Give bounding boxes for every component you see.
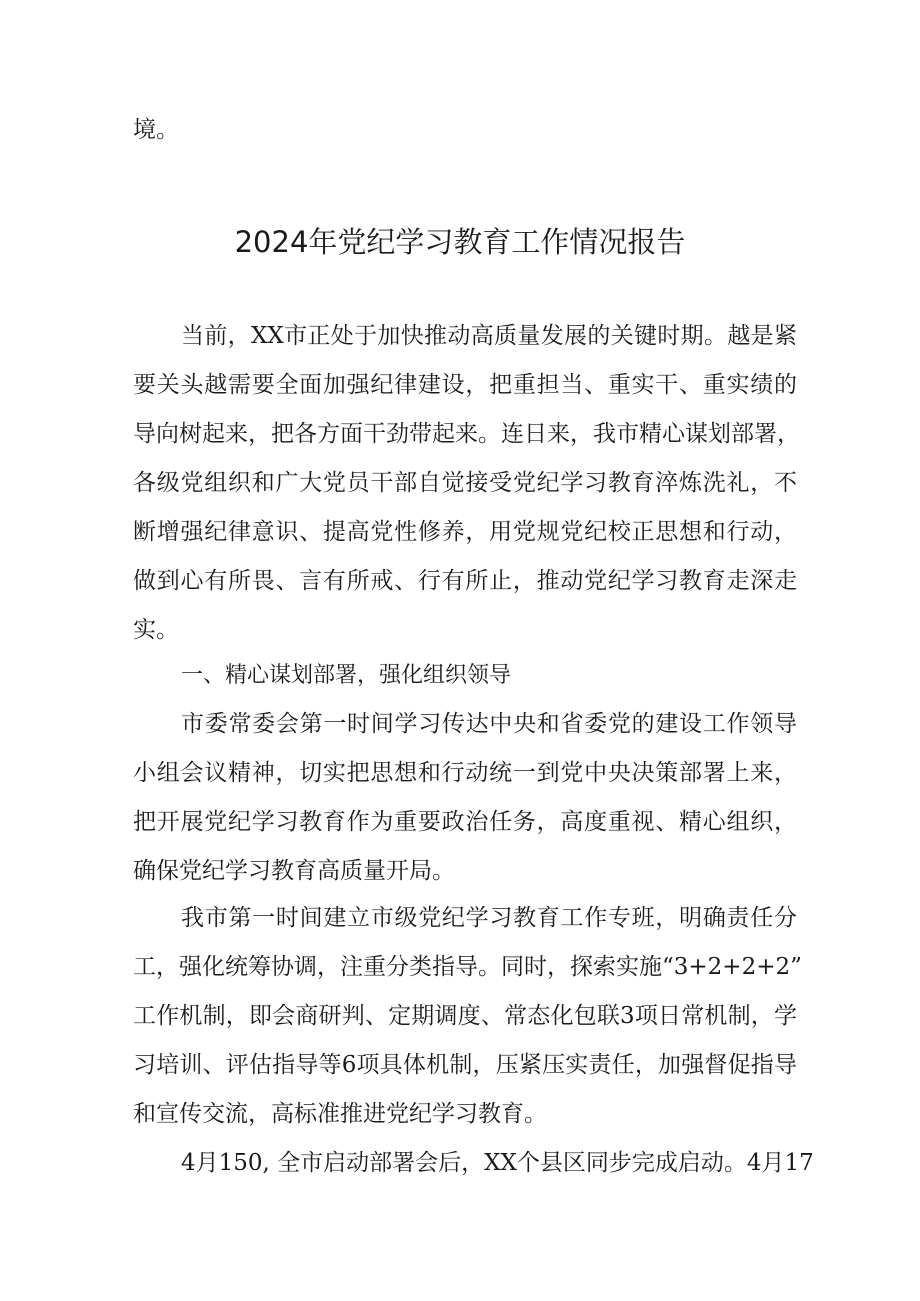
paragraph-line: 和宣传交流，高标准推进党纪学习教育。 xyxy=(133,1101,547,1127)
paragraph-line: 做到心有所畏、言有所戒、行有所止，推动党纪学习教育走深走 xyxy=(133,568,797,594)
paragraph-line: 把开展党纪学习教育作为重要政治任务，高度重视、精心组织， xyxy=(133,809,797,835)
section-heading: 一、精心谋划部署，强化组织领导 xyxy=(181,663,512,688)
paragraph-line: 4月150, 全市启动部署会后，XX个县区同步完成启动。4月17 xyxy=(181,1150,814,1176)
paragraph-line: 要关头越需要全面加强纪律建设，把重担当、重实干、重实绩的 xyxy=(133,372,797,398)
paragraph-line: 工，强化统筹协调，注重分类指导。同时，探索实施“3+2+2+2” xyxy=(133,954,802,980)
paragraph-line: 导向树起来，把各方面干劲带起来。连日来，我市精心谋划部署， xyxy=(133,421,800,447)
paragraph-line: 当前，XX市正处于加快推动高质量发展的关键时期。越是紧 xyxy=(181,323,797,349)
paragraph-line: 习培训、评估指导等6项具体机制，压紧压实责任，加强督促指导 xyxy=(133,1052,797,1078)
paragraph-line: 确保党纪学习教育高质量开局。 xyxy=(133,858,455,884)
paragraph-line: 市委常委会第一时间学习传达中央和省委党的建设工作领导 xyxy=(181,711,797,737)
paragraph-line: 我市第一时间建立市级党纪学习教育工作专班，明确责任分 xyxy=(181,905,797,931)
paragraph-line: 各级党组织和广大党员干部自觉接受党纪学习教育淬炼洗礼，不 xyxy=(133,470,797,496)
continuation-text: 境。 xyxy=(133,117,179,143)
paragraph-line: 工作机制，即会商研判、定期调度、常态化包联3项日常机制，学 xyxy=(133,1003,797,1029)
paragraph-line: 小组会议精神，切实把思想和行动统一到党中央决策部署上来， xyxy=(133,760,797,786)
document-title: 2024年党纪学习教育工作情况报告 xyxy=(234,225,686,259)
paragraph-line: 实。 xyxy=(133,617,179,643)
paragraph-line: 断增强纪律意识、提高党性修养，用党规党纪校正思想和行动， xyxy=(133,519,797,545)
